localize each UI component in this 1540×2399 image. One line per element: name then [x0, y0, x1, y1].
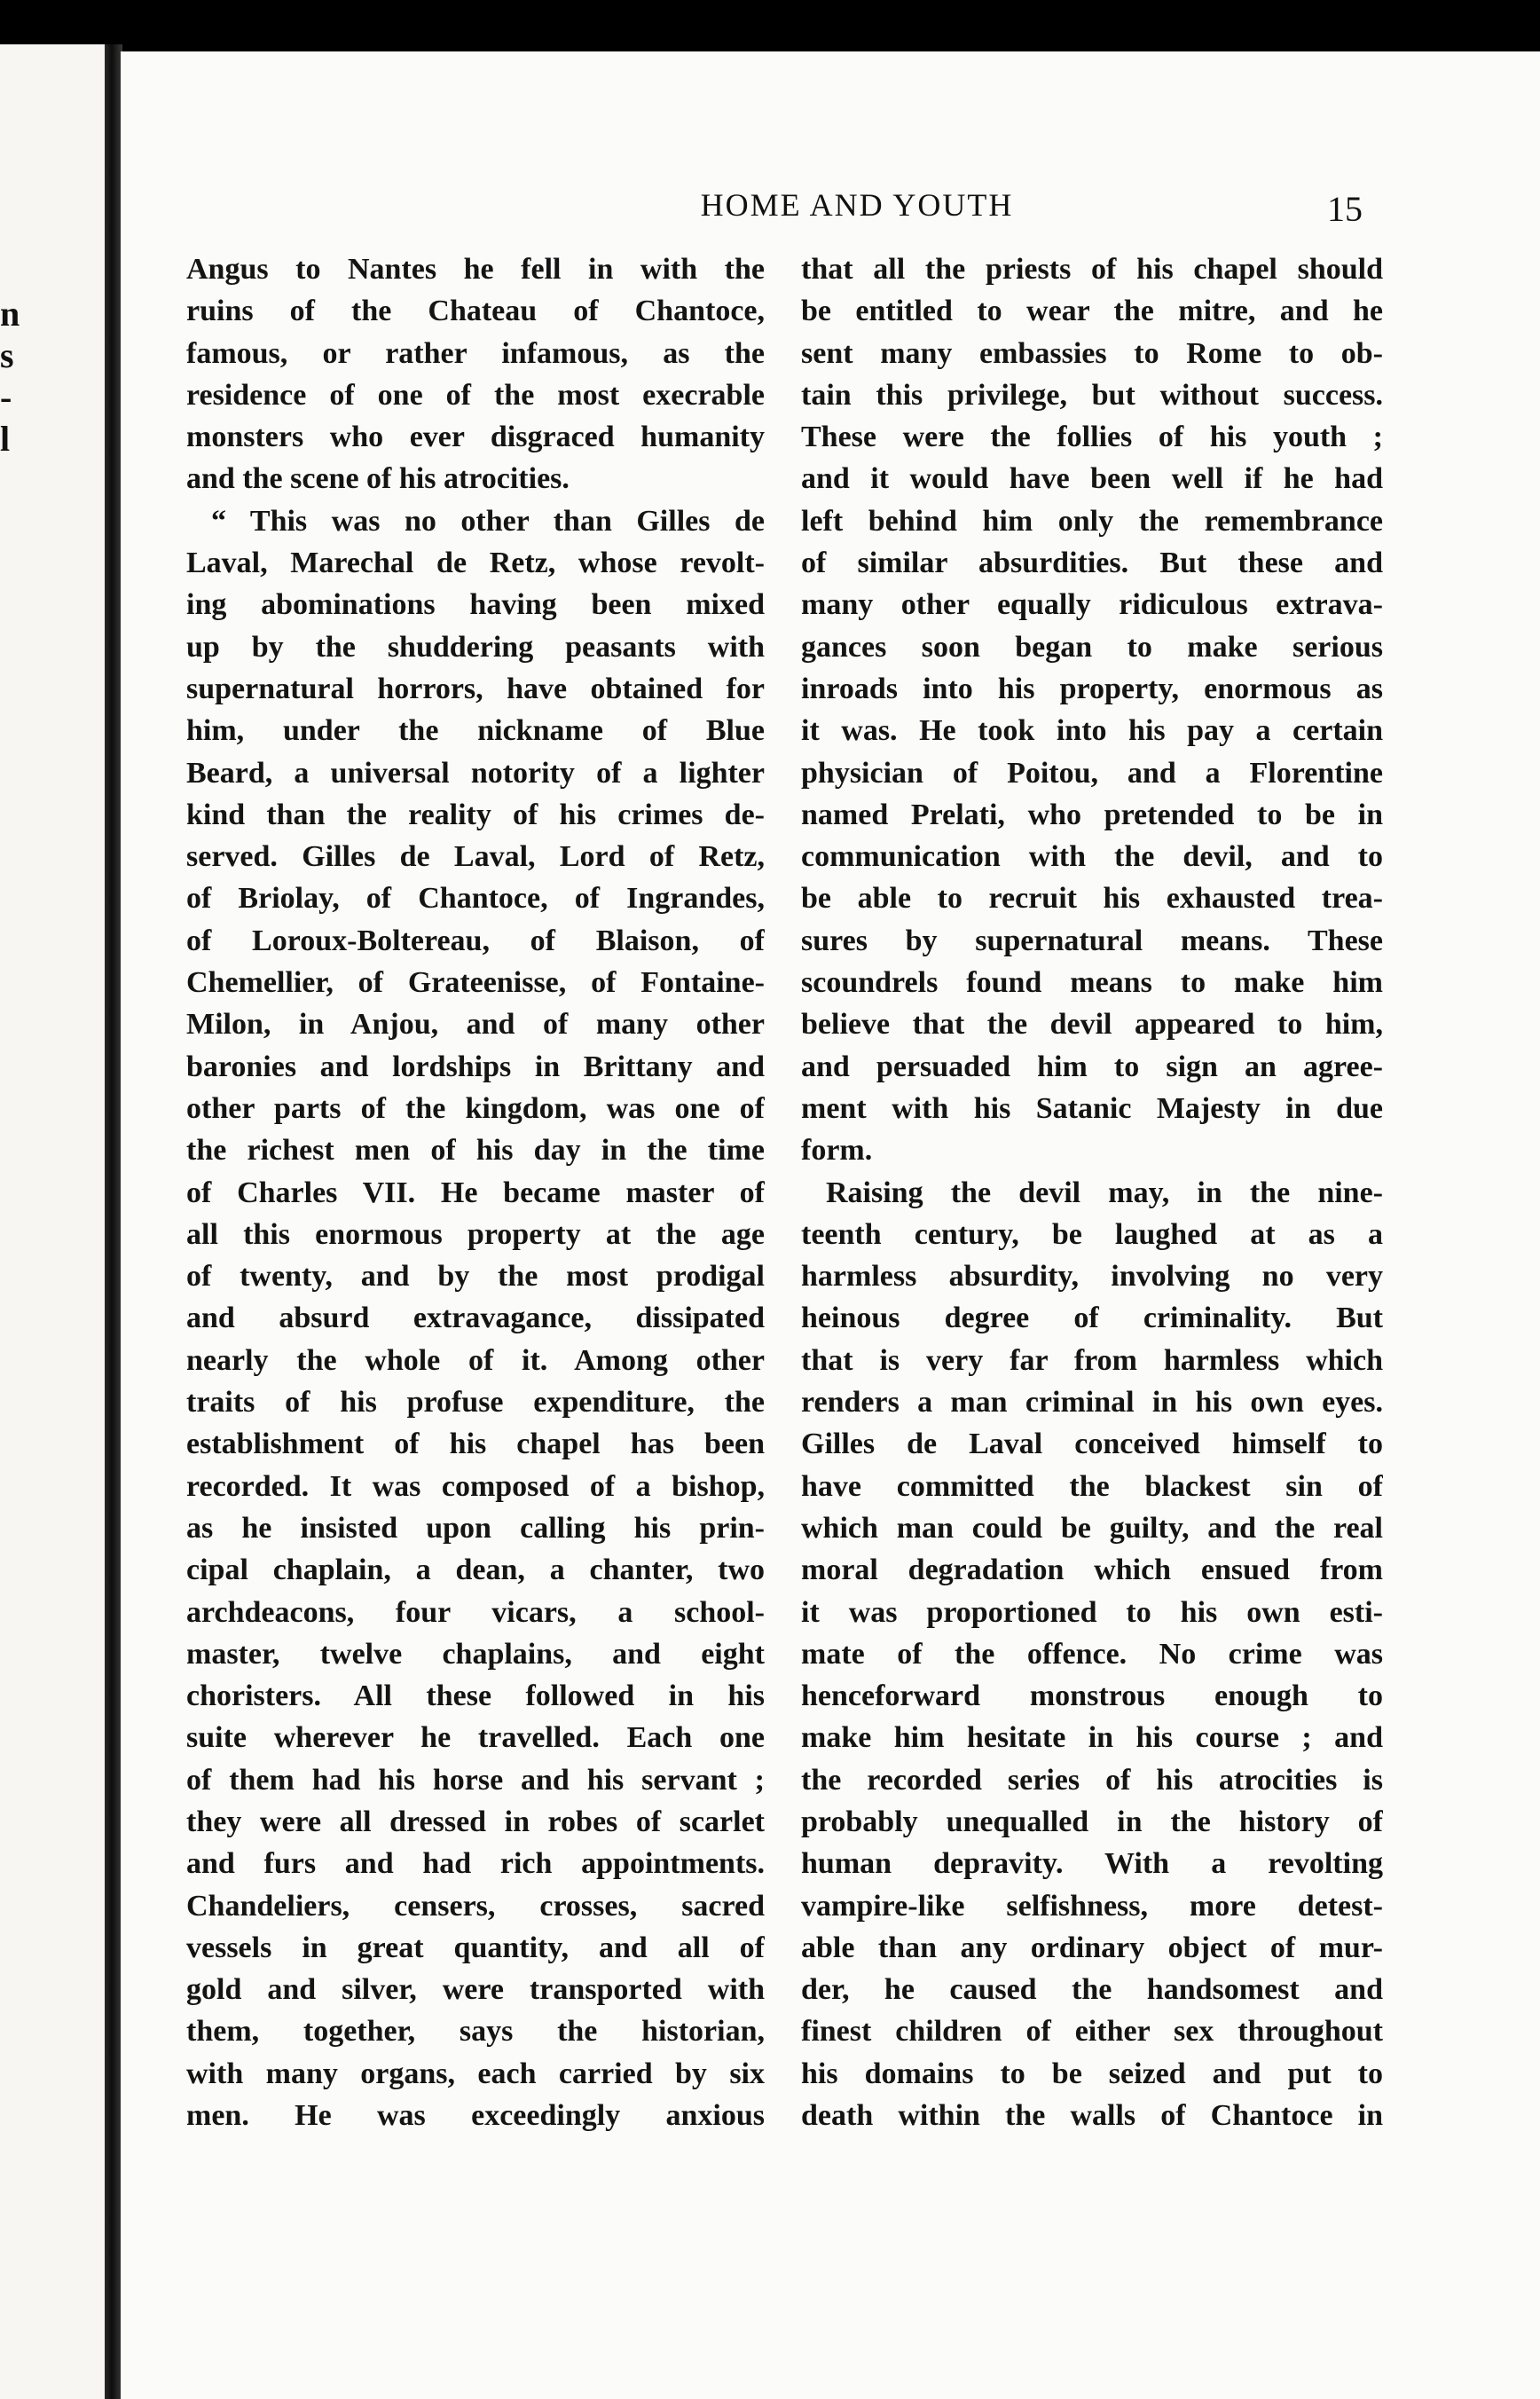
text-line: and the scene of his atrocities. — [186, 462, 570, 496]
text-line: and persuaded him to sign an agree- — [801, 1050, 1383, 1083]
text-line: of them had his horse and his servant ; — [186, 1763, 765, 1797]
text-line: der, he caused the handsomest and — [801, 1973, 1383, 2007]
text-line: establishment of his chapel has been — [186, 1428, 765, 1461]
text-line: ruins of the Chateau of Chantoce, — [186, 295, 765, 328]
text-line: him, under the nickname of Blue — [186, 714, 765, 748]
text-line: “ This was no other than Gilles de — [211, 504, 765, 538]
text-line: and it would have been well if he had — [801, 462, 1383, 496]
text-line: monsters who ever disgraced humanity — [186, 421, 765, 454]
text-line: famous, or rather infamous, as the — [186, 336, 765, 370]
text-line: served. Gilles de Laval, Lord of Retz, — [186, 840, 765, 874]
text-line: men. He was exceedingly anxious — [186, 2099, 765, 2133]
text-line: it was. He took into his pay a certain — [801, 714, 1383, 748]
text-line: sures by supernatural means. These — [801, 924, 1383, 957]
text-line: traits of his profuse expenditure, the — [186, 1386, 765, 1420]
text-line: Chandeliers, censers, crosses, sacred — [186, 1889, 765, 1923]
book-page — [121, 51, 1540, 2399]
text-line: cipal chaplain, a dean, a chanter, two — [186, 1553, 765, 1587]
text-line: Chemellier, of Grateenisse, of Fontaine- — [186, 966, 765, 1000]
text-line: Milon, in Anjou, and of many other — [186, 1008, 765, 1042]
text-line: and absurd extravagance, dissipated — [186, 1302, 765, 1335]
text-line: gold and silver, were transported with — [186, 1973, 765, 2007]
text-line: gances soon began to make serious — [801, 630, 1383, 664]
text-line: Beard, a universal notority of a lighter — [186, 756, 765, 790]
text-line: teenth century, be laughed at as a — [801, 1217, 1383, 1251]
text-line: tain this privilege, but without success. — [801, 378, 1383, 412]
left-page-edge — [0, 44, 106, 2399]
text-line: Gilles de Laval conceived himself to — [801, 1428, 1383, 1461]
text-line: up by the shuddering peasants with — [186, 630, 765, 664]
text-line: sent many embassies to Rome to ob- — [801, 336, 1383, 370]
text-line: harmless absurdity, involving no very — [801, 1260, 1383, 1294]
text-line: mate of the offence. No crime was — [801, 1637, 1383, 1671]
text-line: vampire-like selfishness, more detest- — [801, 1889, 1383, 1923]
text-line: be able to recruit his exhausted trea- — [801, 882, 1383, 916]
text-line: with many organs, each carried by six — [186, 2057, 765, 2090]
text-line: named Prelati, who pretended to be in — [801, 798, 1383, 831]
text-line: heinous degree of criminality. But — [801, 1302, 1383, 1335]
text-line: left behind him only the remembrance — [801, 504, 1383, 538]
text-line: residence of one of the most execrable — [186, 378, 765, 412]
text-line: inroads into his property, enormous as — [801, 672, 1383, 705]
text-line: finest children of either sex throughout — [801, 2015, 1383, 2049]
text-line: suite wherever he travelled. Each one — [186, 1721, 765, 1755]
text-line: probably unequalled in the history of — [801, 1805, 1383, 1838]
text-line: which man could be guilty, and the real — [801, 1511, 1383, 1545]
text-line: they were all dressed in robes of scarlet — [186, 1805, 765, 1838]
text-line: renders a man criminal in his own eyes. — [801, 1386, 1383, 1420]
text-line: Laval, Marechal de Retz, whose revolt- — [186, 547, 765, 580]
left-fragment: - — [0, 377, 12, 417]
text-line: ment with his Satanic Majesty in due — [801, 1091, 1383, 1125]
text-line: able than any ordinary object of mur- — [801, 1931, 1383, 1964]
text-line: vessels in great quantity, and all of — [186, 1931, 765, 1964]
text-line: many other equally ridiculous extrava- — [801, 588, 1383, 622]
text-line: ing abominations having been mixed — [186, 588, 765, 622]
text-line: that is very far from harmless which — [801, 1343, 1383, 1377]
text-line: of similar absurdities. But these and — [801, 547, 1383, 580]
page-number: 15 — [1327, 189, 1363, 229]
text-line: human depravity. With a revolting — [801, 1847, 1383, 1881]
running-head: HOME AND YOUTH — [700, 187, 1014, 223]
text-line: the richest men of his day in the time — [186, 1134, 765, 1168]
text-line: it was proportioned to his own esti- — [801, 1595, 1383, 1629]
text-line: of Loroux-Boltereau, of Blaison, of — [186, 924, 765, 957]
text-line: physician of Poitou, and a Florentine — [801, 756, 1383, 790]
text-line: of Charles VII. He became master of — [186, 1176, 765, 1209]
text-line: and furs and had rich appointments. — [186, 1847, 765, 1881]
text-line: master, twelve chaplains, and eight — [186, 1637, 765, 1671]
text-line: of Briolay, of Chantoce, of Ingrandes, — [186, 882, 765, 916]
left-page-text-fragments — [0, 293, 27, 460]
text-line: the recorded series of his atrocities is — [801, 1763, 1383, 1797]
text-line: that all the priests of his chapel should — [801, 253, 1383, 286]
text-line: communication with the devil, and to — [801, 840, 1383, 874]
text-line: believe that the devil appeared to him, — [801, 1008, 1383, 1042]
text-line: as he insisted upon calling his prin- — [186, 1511, 765, 1545]
text-line: his domains to be seized and put to — [801, 2057, 1383, 2090]
text-line: form. — [801, 1134, 873, 1168]
left-fragment: s — [0, 335, 14, 375]
left-fragment: n — [0, 294, 20, 334]
text-line: of twenty, and by the most prodigal — [186, 1260, 765, 1294]
text-line: all this enormous property at the age — [186, 1217, 765, 1251]
text-line: recorded. It was composed of a bishop, — [186, 1469, 765, 1503]
text-line: supernatural horrors, have obtained for — [186, 672, 765, 705]
page-header — [121, 185, 1540, 238]
text-line: moral degradation which ensued from — [801, 1553, 1383, 1587]
text-line: nearly the whole of it. Among other — [186, 1343, 765, 1377]
book-spine-gutter — [105, 44, 122, 2399]
text-line: baronies and lordships in Brittany and — [186, 1050, 765, 1083]
text-line: Raising the devil may, in the nine- — [826, 1176, 1383, 1209]
text-line: These were the follies of his youth ; — [801, 421, 1383, 454]
text-line: kind than the reality of his crimes de- — [186, 798, 765, 831]
left-text-column — [186, 248, 765, 2136]
text-line: archdeacons, four vicars, a school- — [186, 1595, 765, 1629]
text-line: choristers. All these followed in his — [186, 1679, 765, 1713]
text-line: make him hesitate in his course ; and — [801, 1721, 1383, 1755]
text-line: Angus to Nantes he fell in with the — [186, 253, 765, 286]
right-text-column — [801, 248, 1383, 2136]
text-line: scoundrels found means to make him — [801, 966, 1383, 1000]
text-line: be entitled to wear the mitre, and he — [801, 295, 1383, 328]
text-line: other parts of the kingdom, was one of — [186, 1091, 765, 1125]
text-line: death within the walls of Chantoce in — [801, 2099, 1383, 2133]
text-line: henceforward monstrous enough to — [801, 1679, 1383, 1713]
left-fragment: l — [0, 419, 11, 459]
text-line: them, together, says the historian, — [186, 2015, 765, 2049]
text-line: have committed the blackest sin of — [801, 1469, 1383, 1503]
